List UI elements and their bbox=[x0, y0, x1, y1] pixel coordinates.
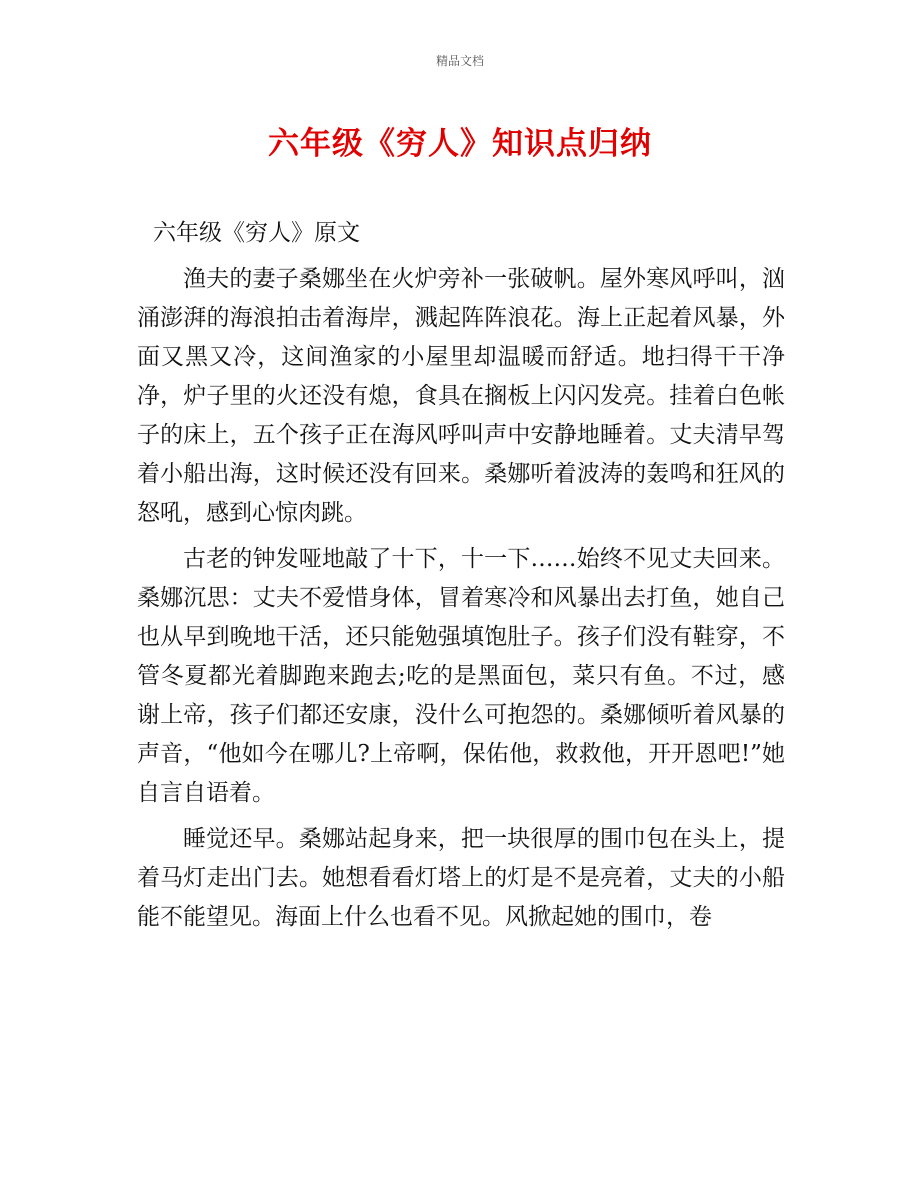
page-header-label: 精品文档 bbox=[435, 54, 484, 68]
document-body bbox=[137, 214, 785, 944]
body-paragraph: 古老的钟发哑地敲了十下，十一下……始终不见丈夫回来。桑娜沉思：丈夫不爱惜身体，冒着寒冷和风暴出去打鱼，她自己也从早到晚地干活，还只能勉强填饱肚子。孩子们没有鞋穿，不管冬夏都光着脚跑来跑去;吃的是黑面包，菜只有鱼。不过，感谢上帝，孩子们都还安康，没什么可抱怨的。桑娜倾听着风暴的声音，“他如今在哪儿?上帝啊，保佑他，救救他，开开恩吧!”她自言自语着。 bbox=[137, 546, 785, 806]
body-paragraph: 睡觉还早。桑娜站起身来，把一块很厚的围巾包在头上，提着马灯走出门去。她想看看灯塔上的灯是不是亮着，丈夫的小船能不能望见。海面上什么也看不见。风掀起她的围巾，卷 bbox=[137, 826, 785, 930]
body-paragraph: 渔夫的妻子桑娜坐在火炉旁补一张破帆。屋外寒风呼叫，汹涌澎湃的海浪拍击着海岸，溅起阵阵浪花。海上正起着风暴，外面又黑又冷，这间渔家的小屋里却温暖而舒适。地扫得干干净净，炉子里的火还没有熄，食具在搁板上闪闪发亮。挂着白色帐子的床上，五个孩子正在海风呼叫声中安静地睡着。丈夫清早驾着小船出海，这时候还没有回来。桑娜听着波涛的轰鸣和狂风的怒吼，感到心惊肉跳。 bbox=[137, 266, 785, 526]
section-subheading: 六年级《穷人》原文 bbox=[153, 220, 360, 246]
document-title: 六年级《穷人》知识点归纳 bbox=[268, 126, 652, 162]
